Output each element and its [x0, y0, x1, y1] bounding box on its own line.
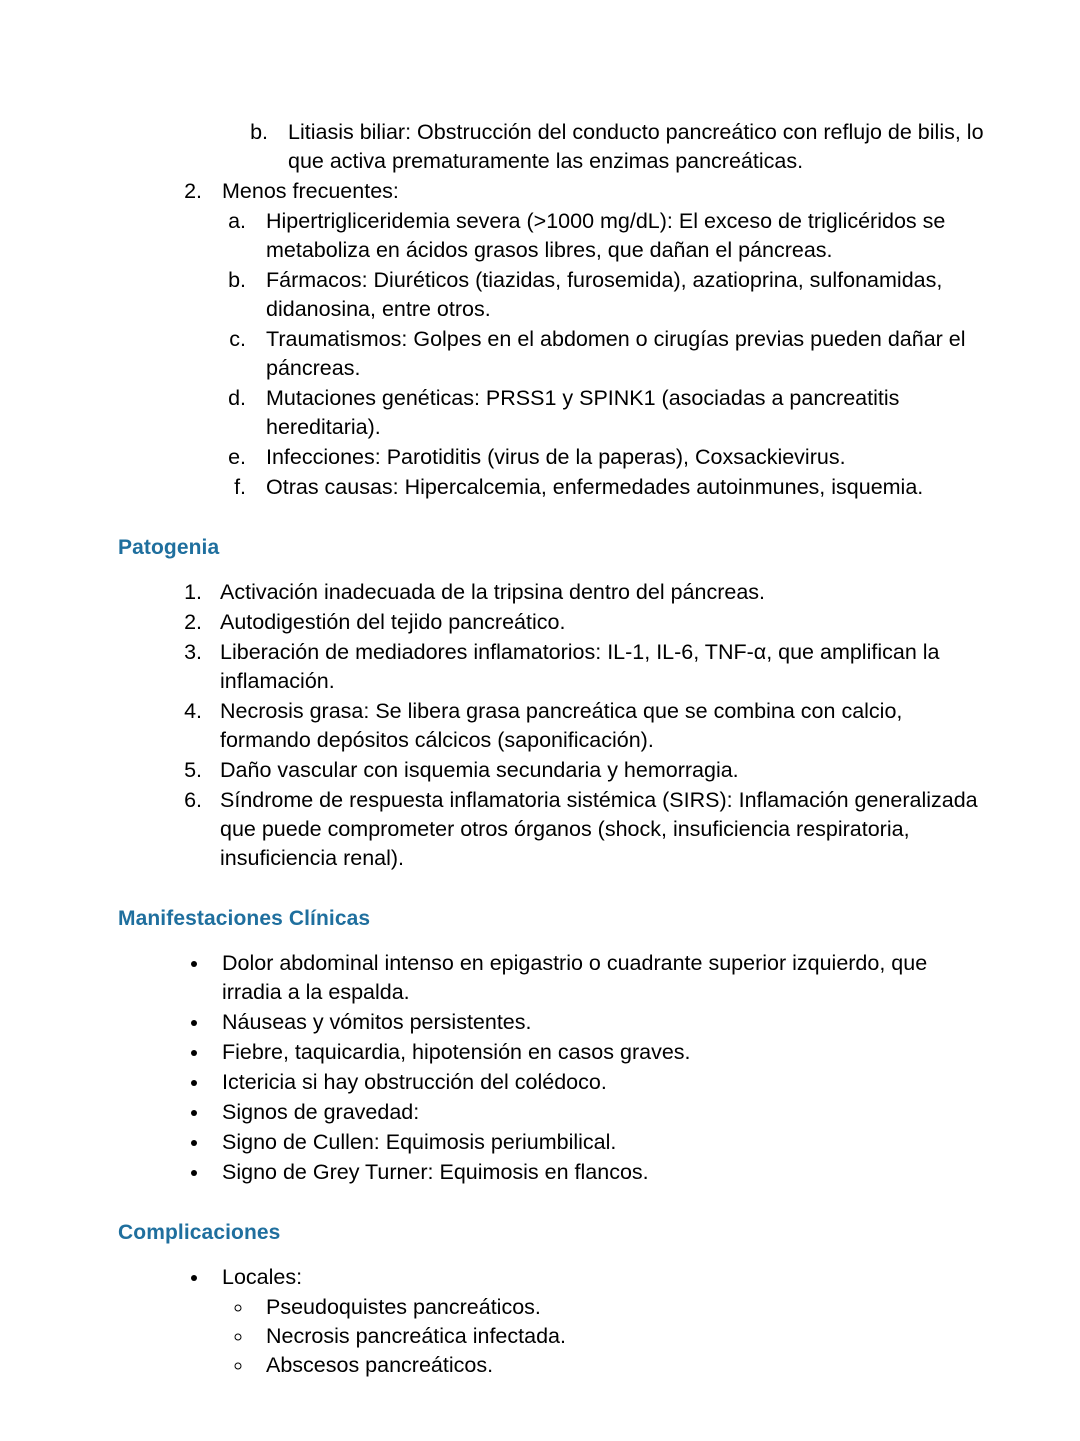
continued-alpha-list	[244, 118, 984, 176]
list-item: 4. Necrosis grasa: Se libera grasa pancreática que se combina con calcio, formando depósitos cálcicos (saponificación).	[208, 697, 984, 755]
section-heading-manifestaciones-clinicas: Manifestaciones Clínicas	[118, 907, 371, 931]
less-frequent-causes-list	[222, 207, 984, 502]
list-item	[208, 177, 984, 502]
list-item: ◦ Abscesos pancreáticos.	[254, 1351, 984, 1380]
complicaciones-list	[178, 1263, 984, 1379]
list-item: 2. Autodigestión del tejido pancreático.	[208, 608, 984, 637]
list-item: a. Hipertrigliceridemia severa (>1000 mg/dL): El exceso de triglicéridos se metaboliza en ácidos grasos libres, que dañan el páncreas.	[252, 207, 984, 265]
complicaciones-locales-list	[222, 1293, 984, 1380]
list-item: • Signos de gravedad:	[210, 1098, 984, 1127]
list-item: b. Litiasis biliar: Obstrucción del conducto pancreático con reflujo de bilis, lo que activa prematuramente las enzimas pancreáticas.	[274, 118, 984, 176]
list-item: c. Traumatismos: Golpes en el abdomen o cirugías previas pueden dañar el páncreas.	[252, 325, 984, 383]
list-item-label: Menos frecuentes:	[222, 179, 399, 204]
list-item: ◦ Necrosis pancreática infectada.	[254, 1322, 984, 1351]
list-item: f. Otras causas: Hipercalcemia, enfermedades autoinmunes, isquemia.	[252, 473, 984, 502]
manifestaciones-list	[178, 949, 984, 1187]
list-item: • Dolor abdominal intenso en epigastrio o cuadrante superior izquierdo, que irradia a la espalda.	[210, 949, 984, 1007]
list-item: ◦ Pseudoquistes pancreáticos.	[254, 1293, 984, 1322]
list-item: • Náuseas y vómitos persistentes.	[210, 1008, 984, 1037]
causes-numbered-list	[178, 177, 984, 502]
list-item: b. Fármacos: Diuréticos (tiazidas, furosemida), azatioprina, sulfonamidas, didanosina, entre otros.	[252, 266, 984, 324]
list-item: d. Mutaciones genéticas: PRSS1 y SPINK1 (asociadas a pancreatitis hereditaria).	[252, 384, 984, 442]
section-heading-patogenia: Patogenia	[118, 536, 220, 560]
list-item	[210, 1263, 984, 1379]
patogenia-list	[176, 578, 984, 873]
list-item: • Signo de Cullen: Equimosis periumbilical.	[210, 1128, 984, 1157]
list-item: 5. Daño vascular con isquemia secundaria y hemorragia.	[208, 756, 984, 785]
list-item: 3. Liberación de mediadores inflamatorios: IL-1, IL-6, TNF-α, que amplifican la inflamación.	[208, 638, 984, 696]
list-item: • Ictericia si hay obstrucción del colédoco.	[210, 1068, 984, 1097]
section-heading-complicaciones: Complicaciones	[118, 1221, 281, 1245]
list-item: • Fiebre, taquicardia, hipotensión en casos graves.	[210, 1038, 984, 1067]
list-item: • Signo de Grey Turner: Equimosis en flancos.	[210, 1158, 984, 1187]
list-item: 6. Síndrome de respuesta inflamatoria sistémica (SIRS): Inflamación generalizada que puede comprometer otros órganos (shock, insuficiencia respiratoria, insuficiencia renal).	[208, 786, 984, 873]
list-item: e. Infecciones: Parotiditis (virus de la paperas), Coxsackievirus.	[252, 443, 984, 472]
list-item-label: Locales:	[222, 1265, 303, 1290]
list-item: 1. Activación inadecuada de la tripsina dentro del páncreas.	[208, 578, 984, 607]
